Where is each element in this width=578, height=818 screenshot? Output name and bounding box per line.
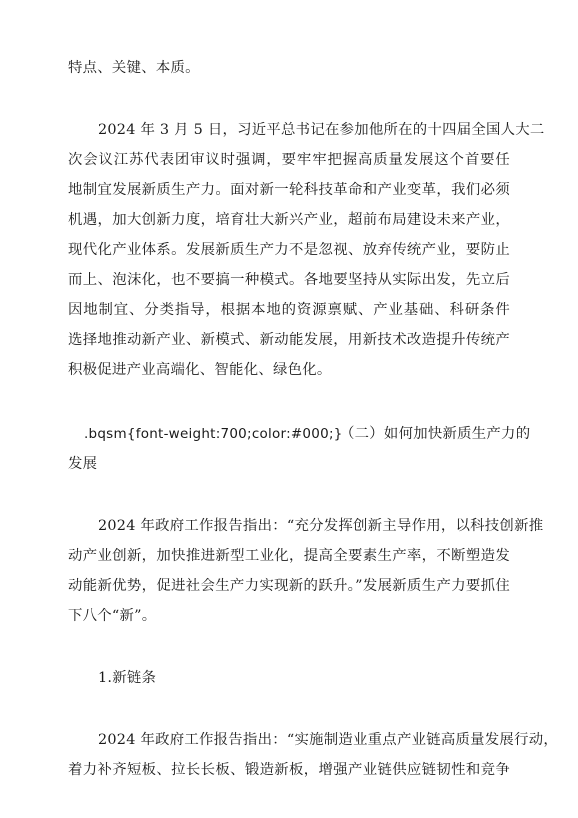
text-line: 因地制宜、分类指导，根据本地的资源禀赋、产业基础、科研条件 bbox=[68, 302, 510, 318]
subheading: 1.新链条 bbox=[98, 670, 157, 686]
text-line: 动产业创新，加快推进新型工业化，提高全要素生产率，不断塑造发 bbox=[68, 548, 510, 564]
text-line: 2024 年政府工作报告指出：“充分发挥创新主导作用，以科技创新推 bbox=[98, 518, 544, 534]
text-line: 动能新优势，促进社会生产力实现新的跃升。”发展新质生产力要抓住 bbox=[68, 578, 510, 594]
text-line: 特点、关键、本质。 bbox=[68, 60, 200, 76]
text-line: 积极促进产业高端化、智能化、绿色化。 bbox=[68, 362, 332, 378]
text-line: 2024 年政府工作报告指出：“实施制造业重点产业链高质量发展行动， bbox=[98, 732, 558, 748]
section-heading-css-text: .bqsm{font-weight:700;color:#000;} bbox=[84, 426, 343, 442]
text-line: 选择地推动新产业、新模式、新动能发展，用新技术改造提升传统产 bbox=[68, 332, 510, 348]
text-line: 现代化产业体系。发展新质生产力不是忽视、放弃传统产业，要防止 bbox=[68, 242, 510, 258]
text-line: 地制宜发展新质生产力。面对新一轮科技革命和产业变革，我们必须 bbox=[68, 182, 510, 198]
text-line: 2024 年 3 月 5 日，习近平总书记在参加他所在的十四届全国人大二 bbox=[98, 122, 545, 138]
text-line: 下八个“新”。 bbox=[68, 608, 157, 624]
section-heading-title: （二）如何加快新质生产力的 bbox=[340, 426, 531, 442]
section-heading-title-cont: 发展 bbox=[68, 456, 98, 472]
text-line: 而上、泡沫化，也不要搞一种模式。各地要坚持从实际出发，先立后 bbox=[68, 272, 510, 288]
text-line: 机遇，加大创新力度，培育壮大新兴产业，超前布局建设未来产业， bbox=[68, 212, 510, 228]
text-line: 次会议江苏代表团审议时强调，要牢牢把握高质量发展这个首要任 bbox=[68, 152, 510, 168]
text-line: 着力补齐短板、拉长长板、锻造新板，增强产业链供应链韧性和竞争 bbox=[68, 762, 510, 778]
